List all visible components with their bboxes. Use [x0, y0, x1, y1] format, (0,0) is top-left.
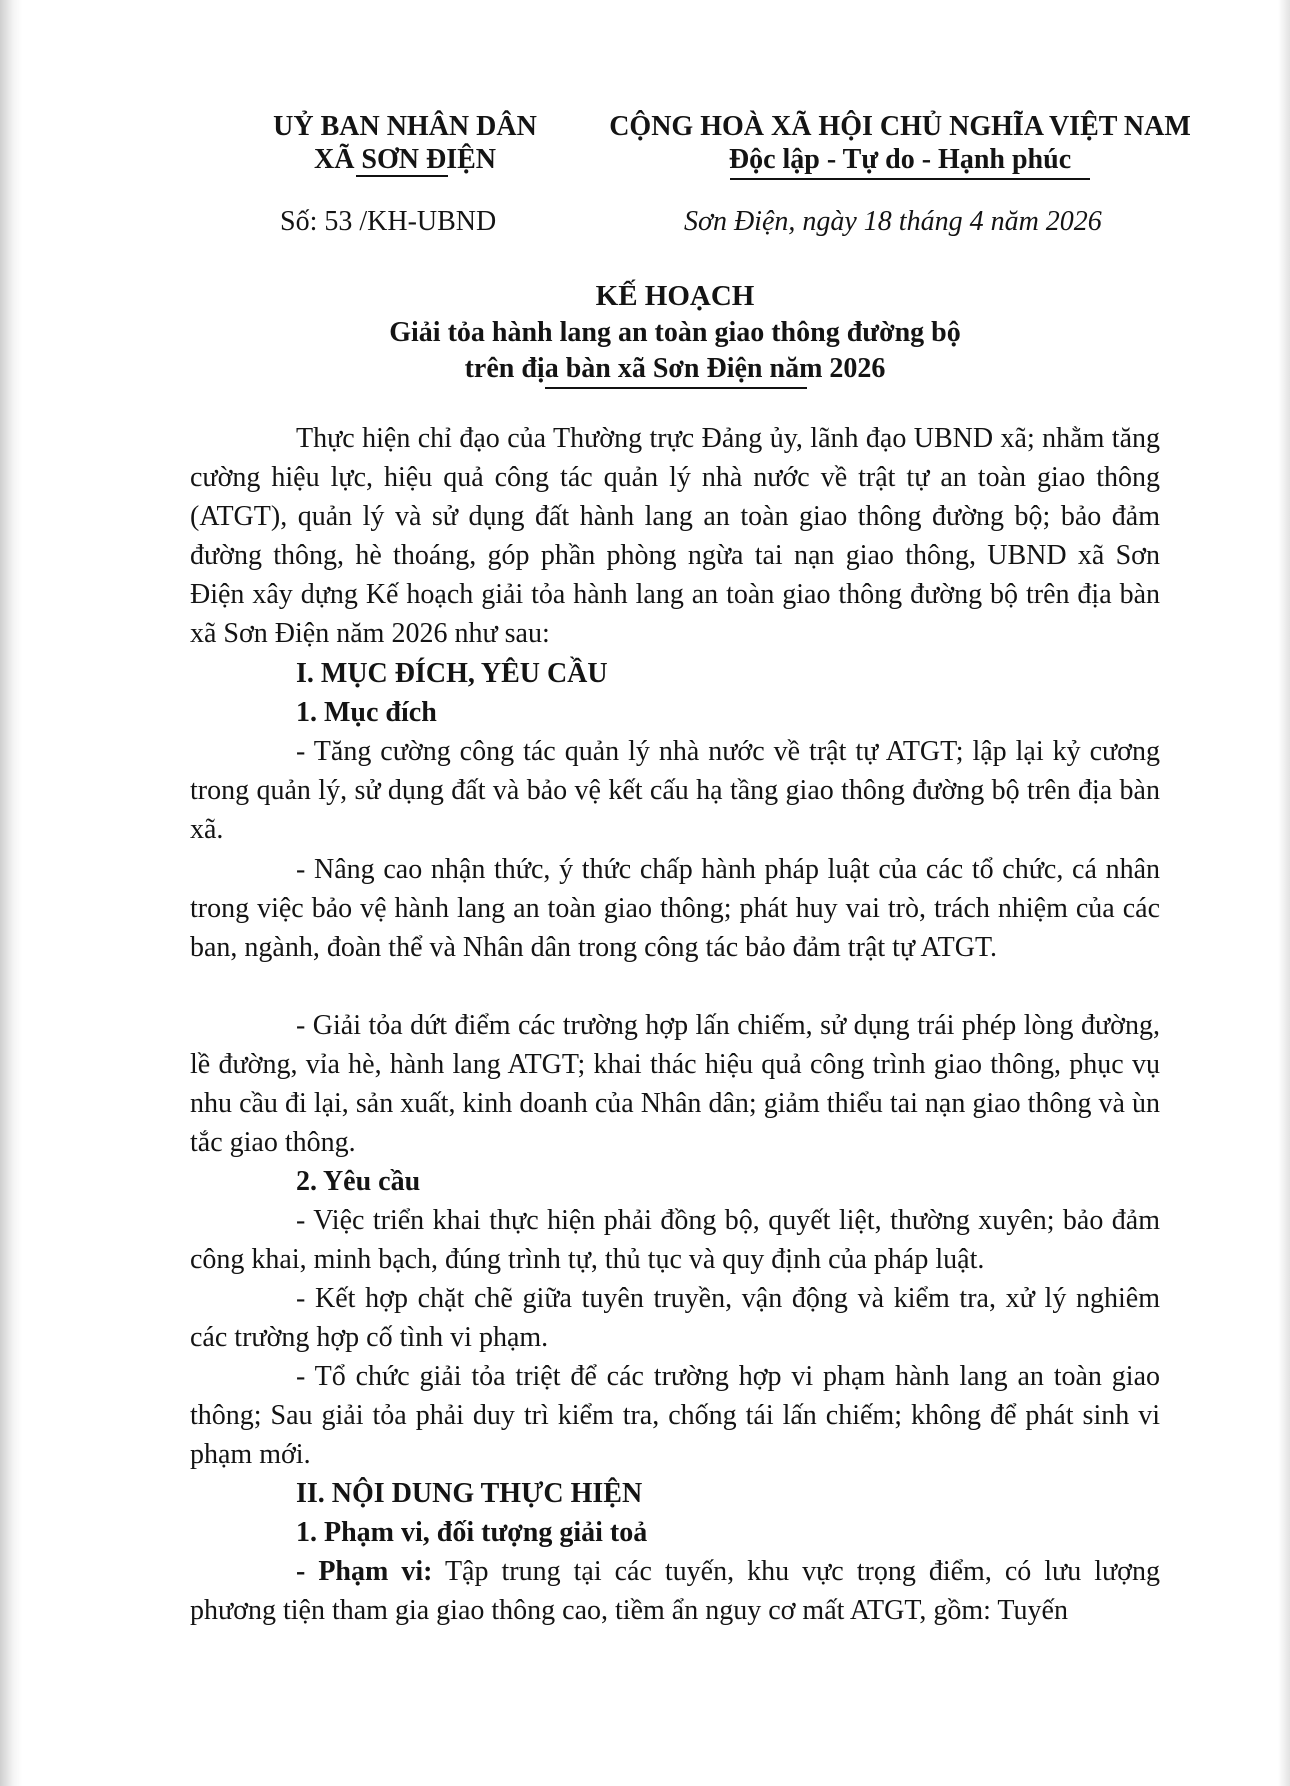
- subsection-2-1-heading: 1. Phạm vi, đối tượng giải toả: [296, 1517, 648, 1548]
- motto-underline: [730, 178, 1090, 180]
- nation-name: CỘNG HOÀ XÃ HỘI CHỦ NGHĨA VIỆT NAM: [609, 111, 1191, 142]
- requirement-paragraph-3: - Tổ chức giải tỏa triệt để các trường hợp vi phạm hành lang an toàn giao thông; Sau giải tỏa phải duy trì kiểm tra, chống tái lấn chiếm; không để phát sinh vi phạm mới.: [190, 1361, 1160, 1470]
- scope-paragraph: [190, 1552, 1160, 1630]
- nation-motto: Độc lập - Tự do - Hạnh phúc: [728, 144, 1072, 175]
- document-number: Số: 53 /KH-UBND: [280, 206, 497, 237]
- section-2-heading: II. NỘI DUNG THỰC HIỆN: [296, 1478, 643, 1509]
- subsection-1-1-heading: 1. Mục đích: [296, 697, 437, 728]
- scope-text: Tập trung tại các tuyến, khu vực trọng điểm, có lưu lượng phương tiện tham gia giao thông cao, tiềm ẩn nguy cơ mất ATGT, gồm: Tuyến: [190, 1556, 1160, 1626]
- section-1-heading: I. MỤC ĐÍCH, YÊU CẦU: [296, 658, 608, 689]
- purpose-paragraph-2: - Nâng cao nhận thức, ý thức chấp hành pháp luật của các tổ chức, cá nhân trong việc bảo vệ hành lang an toàn giao thông; phát huy vai trò, trách nhiệm của các ban, ngành, đoàn thể và Nhân dân trong công tác bảo đảm trật tự ATGT.: [190, 854, 1160, 963]
- agency-name-line2: XÃ SƠN ĐIỆN: [313, 144, 497, 175]
- purpose-paragraph-3: - Giải tỏa dứt điểm các trường hợp lấn chiếm, sử dụng trái phép lòng đường, lề đường, vỉa hè, hành lang ATGT; khai thác hiệu quả công trình giao thông, phục vụ nhu cầu đi lại, sản xuất, kinh doanh của Nhân dân; giảm thiểu tai nạn giao thông và ùn tắc giao thông.: [190, 1010, 1160, 1158]
- scope-label: - Phạm vi:: [296, 1556, 433, 1587]
- agency-name-line1: UỶ BAN NHÂN DÂN: [273, 111, 537, 142]
- title-underline: [545, 387, 807, 389]
- purpose-paragraph-1: - Tăng cường công tác quản lý nhà nước về trật tự ATGT; lập lại kỷ cương trong quản lý, sử dụng đất và bảo vệ kết cấu hạ tầng giao thông đường bộ trên địa bàn xã.: [190, 736, 1160, 845]
- subsection-1-2-heading: 2. Yêu cầu: [296, 1166, 421, 1197]
- place-date: Sơn Điện, ngày 18 tháng 4 năm 2026: [684, 206, 1102, 237]
- page-edge-shadow: [0, 0, 22, 1786]
- requirement-paragraph-2: - Kết hợp chặt chẽ giữa tuyên truyền, vận động và kiểm tra, xử lý nghiêm các trường hợp cố tình vi phạm.: [190, 1283, 1160, 1353]
- requirement-paragraph-1: - Việc triển khai thực hiện phải đồng bộ, quyết liệt, thường xuyên; bảo đảm công khai, minh bạch, đúng trình tự, thủ tục và quy định của pháp luật.: [190, 1205, 1160, 1275]
- page-edge-shadow-right: [1278, 0, 1290, 1786]
- document-title: KẾ HOẠCH: [595, 280, 755, 312]
- document-subtitle-line2: trên địa bàn xã Sơn Điện năm 2026: [464, 353, 886, 384]
- intro-paragraph: Thực hiện chỉ đạo của Thường trực Đảng ủy, lãnh đạo UBND xã; nhằm tăng cường hiệu lực, hiệu quả công tác quản lý nhà nước về trật tự an toàn giao thông (ATGT), quản lý và sử dụng đất hành lang an toàn giao thông đường bộ; bảo đảm đường thông, hè thoáng, góp phần phòng ngừa tai nạn giao thông, UBND xã Sơn Điện xây dựng Kế hoạch giải tỏa hành lang an toàn giao thông đường bộ trên địa bàn xã Sơn Điện năm 2026 như sau:: [190, 423, 1160, 649]
- agency-underline: [356, 175, 448, 177]
- document-subtitle-line1: Giải tỏa hành lang an toàn giao thông đường bộ: [389, 317, 961, 348]
